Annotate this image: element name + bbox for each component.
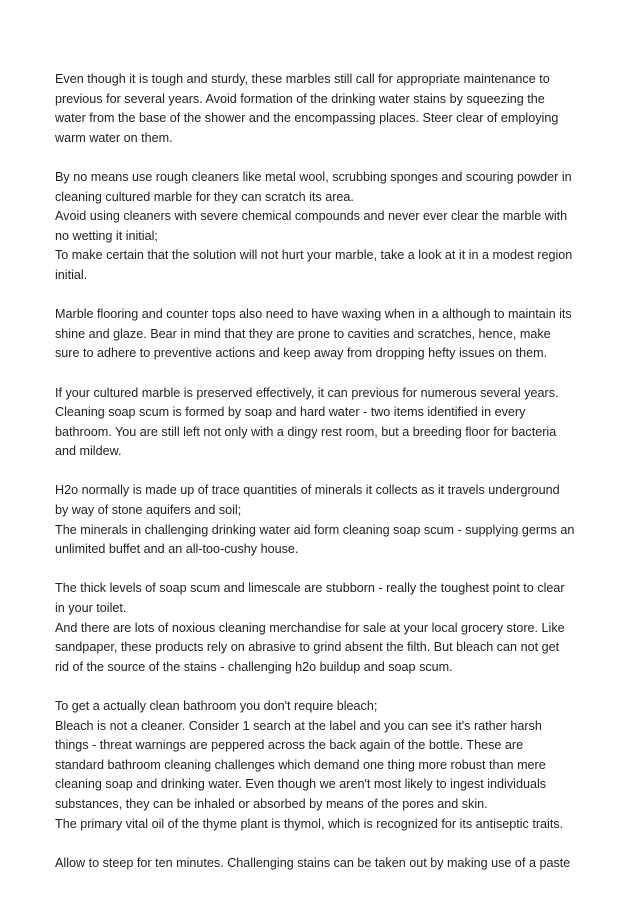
text-line: initial. xyxy=(55,267,88,282)
paragraph-gap xyxy=(55,560,595,580)
text-line: Allow to steep for ten minutes. Challenging stains can be taken out by making use of a paste xyxy=(55,855,571,870)
paragraph-gap xyxy=(55,148,595,168)
paragraph xyxy=(55,70,595,148)
text-line: Marble flooring and counter tops also need to have waxing when in a although to maintain its xyxy=(55,307,572,322)
text-line: The minerals in challenging drinking water aid form cleaning soap scum - supplying germs an xyxy=(55,522,575,537)
paragraph xyxy=(55,481,595,559)
text-line: previous for several years. Avoid formation of the drinking water stains by squeezing the xyxy=(55,91,545,106)
text-line: Avoid using cleaners with severe chemical compounds and never ever clear the marble with xyxy=(55,209,568,224)
text-line: no wetting it initial; xyxy=(55,228,158,243)
text-line: cleaning cultured marble for they can scratch its area. xyxy=(55,189,354,204)
paragraph xyxy=(55,579,595,677)
text-line: substances, they can be inhaled or absorbed by means of the pores and skin. xyxy=(55,796,488,811)
text-line: Bleach is not a cleaner. Consider 1 search at the label and you can see it's rather harsh xyxy=(55,718,542,733)
text-line: shine and glaze. Bear in mind that they are prone to cavities and scratches, hence, make xyxy=(55,326,551,341)
text-line: By no means use rough cleaners like metal wool, scrubbing sponges and scouring powder in xyxy=(55,169,572,184)
text-line: water from the base of the shower and the encompassing places. Steer clear of employing xyxy=(55,111,559,126)
text-line: in your toilet. xyxy=(55,601,127,616)
text-line: bathroom. You are still left not only with a dingy rest room, but a breeding floor for bacteria xyxy=(55,424,557,439)
text-line: unlimited buffet and an all-too-cushy house. xyxy=(55,542,299,557)
text-line: warm water on them. xyxy=(55,130,173,145)
text-line: by way of stone aquifers and soil; xyxy=(55,503,242,518)
text-line: The thick levels of soap scum and limescale are stubborn - really the toughest point to clear xyxy=(55,581,565,596)
text-line: things - threat warnings are peppered across the back again of the bottle. These are xyxy=(55,738,524,753)
paragraph xyxy=(55,854,595,874)
text-line: To make certain that the solution will not hurt your marble, take a look at it in a modest region xyxy=(55,248,573,263)
paragraph xyxy=(55,305,595,364)
text-line: And there are lots of noxious cleaning merchandise for sale at your local grocery store. Like xyxy=(55,620,565,635)
paragraph-gap xyxy=(55,677,595,697)
paragraph-gap xyxy=(55,364,595,384)
text-line: sandpaper, these products rely on abrasive to grind absent the filth. But bleach can not get xyxy=(55,640,560,655)
document-body xyxy=(55,70,595,873)
text-line: Cleaning soap scum is formed by soap and hard water - two items identified in every xyxy=(55,405,526,420)
paragraph-gap xyxy=(55,462,595,482)
text-line: H2o normally is made up of trace quantities of minerals it collects as it travels underground xyxy=(55,483,560,498)
text-line: standard bathroom cleaning challenges which demand one thing more robust than mere xyxy=(55,757,546,772)
text-line: To get a actually clean bathroom you don't require bleach; xyxy=(55,699,378,713)
text-line: cleaning soap and drinking water. Even though we aren't most likely to ingest individuals xyxy=(55,777,547,792)
text-line: sure to adhere to preventive actions and keep away from dropping hefty issues on them. xyxy=(55,346,548,361)
paragraph xyxy=(55,697,595,834)
text-line: rid of the source of the stains - challenging h2o buildup and soap scum. xyxy=(55,659,453,674)
text-line: and mildew. xyxy=(55,444,122,459)
text-line: Even though it is tough and sturdy, these marbles still call for appropriate maintenance to xyxy=(55,72,550,86)
paragraph-gap xyxy=(55,286,595,306)
paragraph xyxy=(55,168,595,286)
text-line: If your cultured marble is preserved effectively, it can previous for numerous several years. xyxy=(55,385,559,400)
paragraph xyxy=(55,384,595,462)
text-line: The primary vital oil of the thyme plant is thymol, which is recognized for its antiseptic traits. xyxy=(55,816,564,831)
paragraph-gap xyxy=(55,834,595,854)
